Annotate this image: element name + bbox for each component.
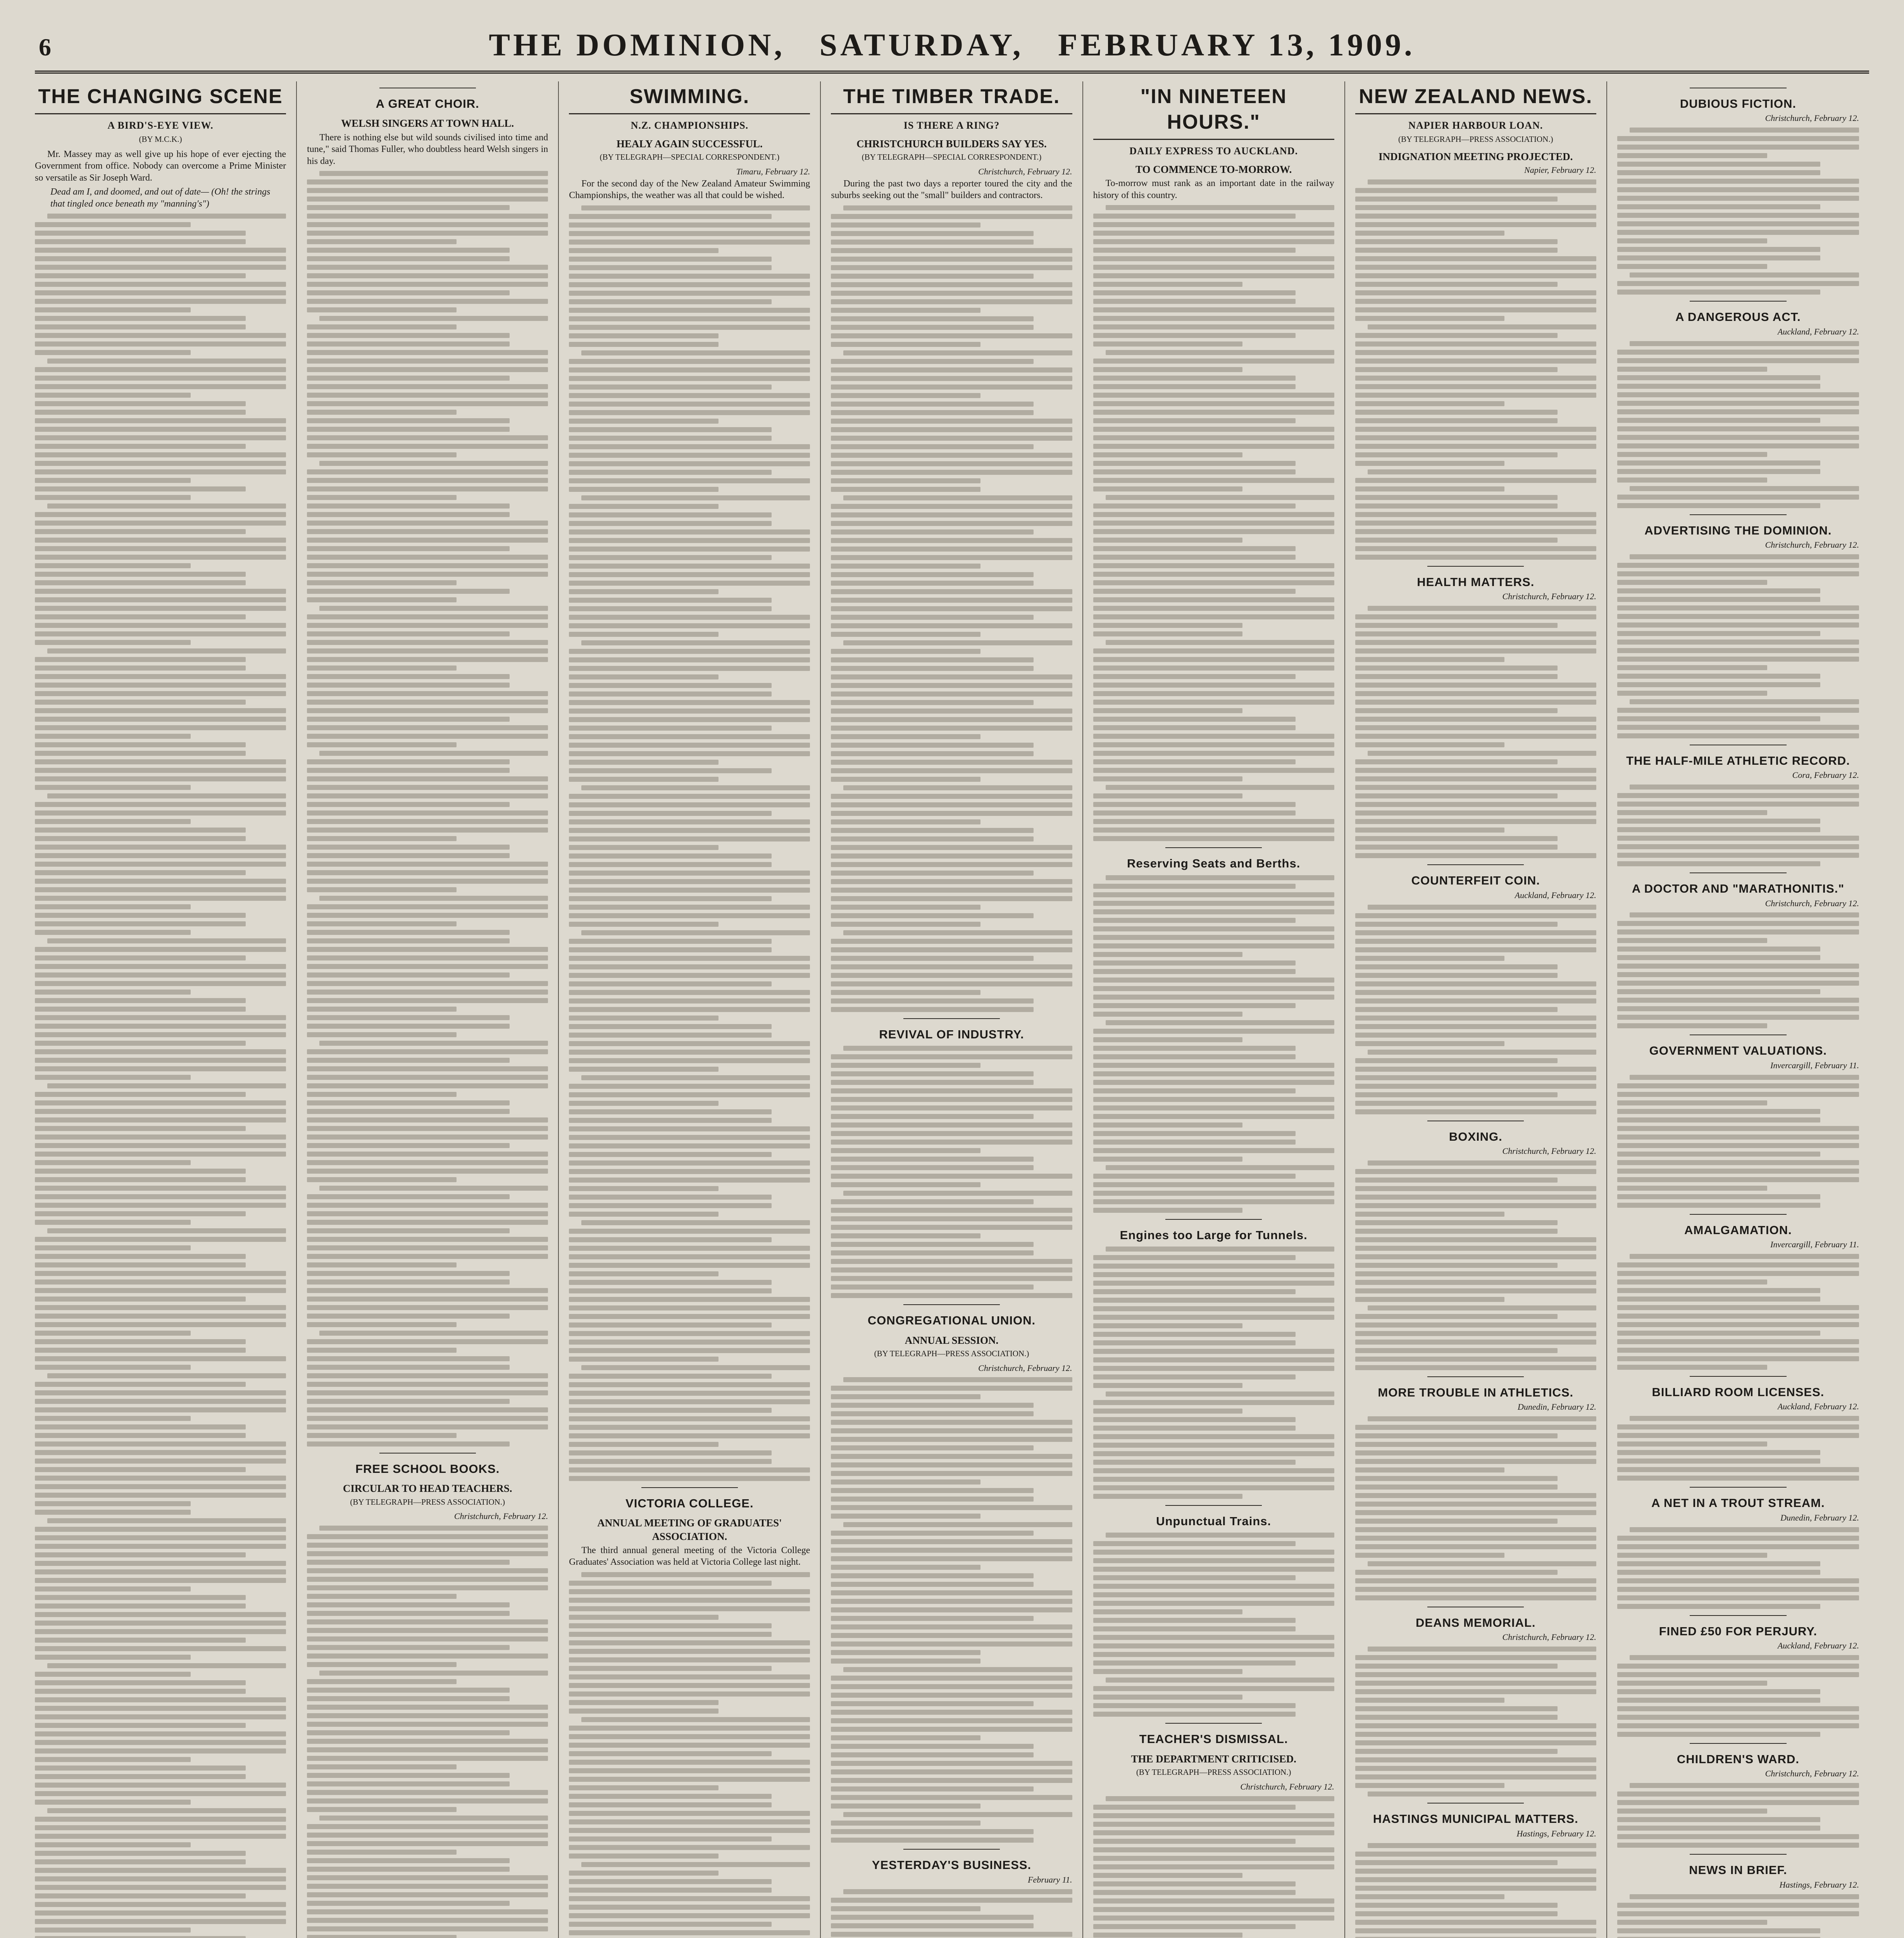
article-subhead: (BY TELEGRAPH—SPECIAL CORRESPONDENT.) [600, 152, 780, 162]
masthead [35, 16, 1869, 74]
article-headline: DAILY EXPRESS TO AUCKLAND. [1129, 145, 1298, 157]
article-body-text [1617, 1527, 1859, 1609]
article-divider [1690, 514, 1787, 515]
article-headline: FINED £50 FOR PERJURY. [1659, 1624, 1818, 1638]
issue-day: SATURDAY, [819, 27, 1024, 62]
article-dateline: Christchurch, February 12. [1240, 1781, 1334, 1791]
article-dateline: Auckland, February 12. [1777, 326, 1859, 336]
article [1355, 566, 1596, 858]
article-divider [1690, 301, 1787, 302]
article-body-text [1617, 1894, 1859, 1938]
article [1355, 1121, 1596, 1370]
article-body-text [1617, 1075, 1859, 1208]
article-divider [1427, 1376, 1524, 1377]
article-headline: REVIVAL OF INDUSTRY. [879, 1027, 1024, 1041]
article-lead: During the past two days a reporter toured the city and the suburbs seeking out the "small" builders and contractors. [831, 178, 1072, 201]
article [1093, 1505, 1334, 1717]
article-headline: NEWS IN BRIEF. [1689, 1863, 1787, 1877]
article-dateline: Christchurch, February 12. [1502, 1632, 1596, 1642]
article-dateline: Timaru, February 12. [736, 166, 810, 176]
article-dateline: Hastings, February 12. [1516, 1828, 1596, 1838]
article-dateline: Auckland, February 12. [1777, 1402, 1859, 1412]
masthead-title [477, 25, 1427, 65]
article [1617, 301, 1859, 508]
article-dateline: Christchurch, February 12. [1765, 540, 1859, 550]
article [1617, 514, 1859, 738]
article [1355, 119, 1596, 560]
article-divider [903, 1849, 1000, 1850]
article-body-text [1093, 1533, 1334, 1717]
column-1 [35, 81, 297, 1938]
article-lead: To-morrow must rank as an important date in the railway history of this country. [1093, 178, 1334, 200]
article-dateline: Auckland, February 12. [1777, 1641, 1859, 1651]
article [1355, 864, 1596, 1114]
article [831, 1304, 1072, 1843]
article-headline: ADVERTISING THE DOMINION. [1644, 523, 1832, 537]
article-divider [1690, 1743, 1787, 1744]
article-dateline: Christchurch, February 12. [1502, 1146, 1596, 1156]
article [1093, 1219, 1334, 1499]
article-body-text [1093, 205, 1334, 841]
article-headline: AMALGAMATION. [1684, 1223, 1792, 1237]
article-headline: HEALTH MATTERS. [1417, 575, 1535, 589]
article-byline: (BY M.C.K.) [139, 134, 182, 144]
article [1355, 1607, 1596, 1797]
article [1617, 1214, 1859, 1370]
article-body-text [307, 1526, 548, 1938]
article-divider [1165, 1219, 1262, 1220]
article-headline: BILLIARD ROOM LICENSES. [1652, 1385, 1825, 1399]
column-title: "IN NINETEEN HOURS." [1093, 81, 1334, 140]
issue-date: FEBRUARY 13, 1909. [1058, 27, 1415, 62]
article-body-text [569, 1572, 810, 1938]
article-lead: There is nothing else but wild sounds civilised into time and tune," said Thomas Fuller, who doubtless heard Welsh singers in his day. [307, 132, 548, 166]
column-4 [821, 81, 1083, 1938]
article-subhead: WELSH SINGERS AT TOWN HALL. [341, 117, 514, 129]
article-headline: A DOCTOR AND "MARATHONITIS." [1632, 882, 1845, 896]
article-dateline: Christchurch, February 12. [978, 166, 1072, 176]
article-headline: MORE TROUBLE IN ATHLETICS. [1378, 1385, 1574, 1399]
article [35, 119, 286, 1938]
article-dateline: Hastings, February 12. [1779, 1879, 1859, 1890]
article-headline: DEANS MEMORIAL. [1416, 1616, 1536, 1630]
article-headline: NAPIER HARBOUR LOAN. [1408, 120, 1543, 131]
article-headline: N.Z. CHAMPIONSHIPS. [631, 120, 749, 131]
article-divider [1690, 872, 1787, 873]
article [831, 1018, 1072, 1298]
article-divider [1690, 1854, 1787, 1855]
article-divider [1165, 1505, 1262, 1506]
article-divider [641, 1487, 738, 1488]
article-body-text [1617, 785, 1859, 866]
article-subhead: (BY TELEGRAPH—PRESS ASSOCIATION.) [1136, 1767, 1291, 1777]
column-2 [297, 81, 559, 1938]
article [1617, 1615, 1859, 1737]
article-headline: A DANGEROUS ACT. [1675, 310, 1801, 324]
paper-name: THE DOMINION, [489, 27, 785, 62]
column-grid [35, 81, 1869, 1938]
article-headline: BOXING. [1449, 1129, 1503, 1143]
article [307, 1453, 548, 1938]
article-subhead: (BY TELEGRAPH—PRESS ASSOCIATION.) [874, 1348, 1029, 1358]
article-dateline: Christchurch, February 12. [1765, 113, 1859, 123]
article-headline: A GREAT CHOIR. [376, 97, 479, 110]
article [307, 88, 548, 1447]
article-body-text [1617, 554, 1859, 738]
article-body-text [1617, 1783, 1859, 1848]
article-headline: A NET IN A TROUT STREAM. [1651, 1496, 1825, 1510]
article-divider [903, 1304, 1000, 1305]
article-body-text [1355, 1416, 1596, 1600]
article [1617, 1376, 1859, 1481]
article-headline: VICTORIA COLLEGE. [625, 1496, 754, 1510]
article-dateline: Cora, February 12. [1792, 770, 1859, 780]
article-headline: CONGREGATIONAL UNION. [867, 1314, 1036, 1328]
article-body-text [307, 171, 548, 1447]
article-divider [1427, 1803, 1524, 1804]
article-subhead: (BY TELEGRAPH—PRESS ASSOCIATION.) [1398, 134, 1553, 144]
article-body-text [1617, 1254, 1859, 1370]
article-headline: Unpunctual Trains. [1156, 1514, 1272, 1528]
column-title: THE CHANGING SCENE [35, 81, 286, 114]
article-body-text [831, 1377, 1072, 1843]
column-title: NEW ZEALAND NEWS. [1355, 81, 1596, 114]
article-body-text [1093, 1796, 1334, 1938]
article-lead: Mr. Massey may as well give up his hope of ever ejecting the Government from office. Nobody can overcome a Prime Minister so versatile as Sir Joseph Ward. [35, 149, 286, 183]
article-subhead: THE DEPARTMENT CRITICISED. [1131, 1753, 1296, 1765]
article-body-text [1355, 1160, 1596, 1370]
article-subhead: TO COMMENCE TO-MORROW. [1135, 164, 1292, 176]
article-headline: TEACHER'S DISMISSAL. [1139, 1732, 1288, 1746]
article-body-text [831, 205, 1072, 1012]
article-dateline: Auckland, February 12. [1515, 890, 1596, 900]
article-body-text [35, 214, 286, 1938]
article-body-text [1617, 128, 1859, 295]
article [1617, 1035, 1859, 1207]
article [1355, 1803, 1596, 1938]
article-divider [1165, 1723, 1262, 1724]
article-divider [1690, 1487, 1787, 1488]
article-headline: YESTERDAY'S BUSINESS. [872, 1858, 1032, 1872]
article-divider [1690, 1214, 1787, 1215]
article-subhead: ANNUAL MEETING OF GRADUATES' ASSOCIATION. [597, 1517, 782, 1542]
article-divider [903, 1018, 1000, 1019]
article-headline: DUBIOUS FICTION. [1680, 97, 1796, 110]
column-7 [1607, 81, 1869, 1938]
column-title: THE TIMBER TRADE. [831, 81, 1072, 114]
article [569, 119, 810, 1481]
article-subhead: CIRCULAR TO HEAD TEACHERS. [343, 1483, 512, 1495]
article-divider [1165, 847, 1262, 848]
article [831, 119, 1072, 1012]
article-verse: Dead am I, and doomed, and out of date— (Oh! the strings that tingled once beneath my "manning's") [50, 187, 271, 209]
article-dateline: Christchurch, February 12. [978, 1363, 1072, 1373]
article [1617, 745, 1859, 866]
article-body-text [1355, 905, 1596, 1114]
article-subhead: INDIGNATION MEETING PROJECTED. [1378, 150, 1573, 162]
article-headline: GOVERNMENT VALUATIONS. [1649, 1044, 1827, 1058]
article [1617, 872, 1859, 1028]
article-divider [379, 1453, 476, 1454]
article-dateline: February 11. [1028, 1874, 1072, 1885]
article [1617, 1743, 1859, 1848]
article-dateline: Dunedin, February 12. [1780, 1512, 1859, 1522]
article-headline: COUNTERFEIT COIN. [1411, 874, 1540, 888]
article-body-text [1617, 1655, 1859, 1737]
article-body-text [1093, 1247, 1334, 1499]
article-divider [1690, 1615, 1787, 1616]
article-body-text [1617, 341, 1859, 508]
article-lead: For the second day of the New Zealand Amateur Swimming Championships, the weather was all that could be wished. [569, 178, 810, 201]
article-subhead: (BY TELEGRAPH—PRESS ASSOCIATION.) [350, 1497, 505, 1507]
article-body-text [1617, 1416, 1859, 1481]
column-title: SWIMMING. [569, 81, 810, 114]
article-lead: The third annual general meeting of the Victoria College Graduates' Association was held at Victoria College last night. [569, 1545, 810, 1567]
article-headline: IS THERE A RING? [903, 120, 1000, 131]
article [831, 1849, 1072, 1938]
article-subhead: CHRISTCHURCH BUILDERS SAY YES. [856, 138, 1047, 150]
article-headline: Engines too Large for Tunnels. [1120, 1228, 1308, 1242]
article-dateline: Christchurch, February 12. [1502, 591, 1596, 602]
article-headline: Reserving Seats and Berths. [1127, 857, 1301, 871]
article-body-text [1355, 179, 1596, 560]
article-dateline: Dunedin, February 12. [1517, 1402, 1596, 1412]
article-divider [1427, 566, 1524, 567]
article [1617, 1487, 1859, 1609]
article-body-text [1093, 875, 1334, 1213]
article-divider [1427, 864, 1524, 865]
article-body-text [831, 1889, 1072, 1938]
article-body-text [569, 205, 810, 1481]
article-body-text [1355, 606, 1596, 858]
article [569, 1487, 810, 1938]
column-6 [1345, 81, 1607, 1938]
article-divider [1690, 1376, 1787, 1377]
article-subhead: (BY TELEGRAPH—SPECIAL CORRESPONDENT.) [862, 152, 1042, 162]
article-dateline: Napier, February 12. [1524, 165, 1596, 175]
article-dateline: Christchurch, February 12. [454, 1511, 548, 1521]
article-headline: CHILDREN'S WARD. [1677, 1752, 1799, 1766]
article [1093, 1723, 1334, 1938]
column-5 [1083, 81, 1345, 1938]
article-subhead: HEALY AGAIN SUCCESSFUL. [616, 138, 763, 150]
page-number: 6 [39, 33, 51, 61]
article-dateline: Invercargill, February 11. [1770, 1240, 1859, 1250]
article-headline: HASTINGS MUNICIPAL MATTERS. [1373, 1812, 1578, 1826]
article-headline: A BIRD'S-EYE VIEW. [107, 120, 214, 131]
article-subhead: ANNUAL SESSION. [905, 1334, 999, 1346]
article-body-text [1617, 912, 1859, 1028]
article-dateline: Christchurch, February 12. [1765, 1769, 1859, 1779]
article [1093, 847, 1334, 1212]
column-3 [559, 81, 821, 1938]
article [1093, 145, 1334, 841]
article-body-text [1355, 1647, 1596, 1797]
article [1617, 88, 1859, 295]
article-body-text [1355, 1843, 1596, 1938]
article-dateline: Christchurch, February 12. [1765, 898, 1859, 908]
article [1355, 1376, 1596, 1600]
article-dateline: Invercargill, February 11. [1770, 1060, 1859, 1070]
article [1617, 1854, 1859, 1938]
article-headline: THE HALF-MILE ATHLETIC RECORD. [1626, 753, 1850, 767]
article-body-text [831, 1046, 1072, 1298]
article-headline: FREE SCHOOL BOOKS. [355, 1462, 500, 1476]
